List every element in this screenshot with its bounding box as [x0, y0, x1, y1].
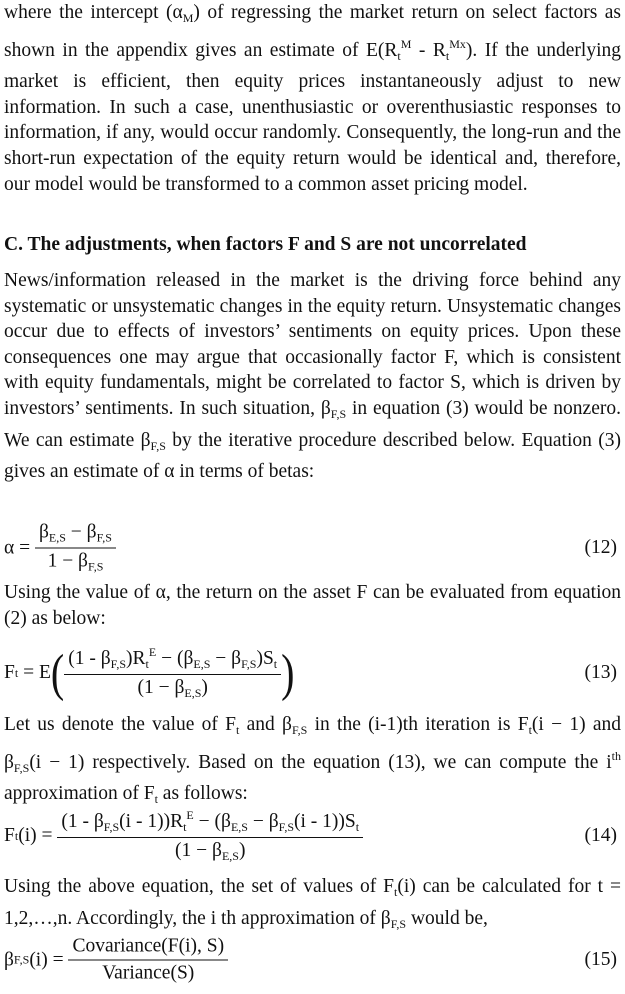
equation-number: (14)	[584, 825, 617, 846]
equation-number: (15)	[584, 949, 617, 970]
equation-15: β F,S (i) = $\frac{\text{Covariance(F(i), S)}}{\text{Variance(S)}}$ (15)	[4, 935, 617, 984]
text-span: respectively. Based on the equation (13), we can compute the	[84, 751, 607, 773]
equation-number: (12)	[584, 537, 617, 558]
paragraph-set-values: Using the above equation, the set of values of $F_t(i)$ can be calculated for t = 1,2,…,n. Accordingly, the i th approximation of $\beta_{F,S}$ would be,	[4, 876, 621, 931]
text-span: as follows:	[157, 783, 248, 805]
text-span: Using the above equation, the set of values of	[4, 876, 384, 897]
paragraph-using-alpha: Using the value of α, the return on the asset F can be evaluated from equation (2) as below:	[4, 582, 621, 629]
text-span: ). If the underlying market is efficient, then equity prices instantaneously adjust to new information. In such a case, unenthusiastic or overenthusiastic responses to information, if any, would occur randomly. Consequently, the long-run and the short-run expectation of the equity return would be identical and, therefore, our model would be transformed to a common asset pricing model.	[4, 39, 621, 195]
text-span: and	[585, 714, 621, 735]
equation-14: F t (i) = $\frac{(1 - \beta_{F,S}(i - 1))R_t^E - (\beta_{E,S} - \beta_{F,S}(i - 1))S_t}{(1 - \beta_{E,S})}$ (14)	[4, 808, 617, 863]
text-span: approximation of	[4, 783, 144, 805]
text-span: in the (i-1)th iteration is	[307, 714, 518, 735]
text-span: and	[239, 714, 283, 735]
text-span: Let us denote the value of	[4, 714, 226, 735]
equation-12: α = $\frac{\beta_{E,S} - \beta_{F,S}}{1 - \beta_{F,S}}$ (12)	[4, 521, 617, 574]
section-heading: C. The adjustments, when factors F and S are not uncorrelated	[4, 234, 527, 255]
text-span: ) of regressing the market return on select factors as shown in the appendix gives an estimate of E(	[4, 2, 622, 61]
paragraph-news: News/information released in the market is the driving force behind any systematic or unsystematic changes in the equity return. Unsystematic changes occur due to effects of investors’ sentiments on equity prices. Upon these consequences one may argue that occasionally factor F, which is consistent with equity fundamentals, might be correlated to factor S, which is driven by investors’ sentiments. In such situation, $\beta_{F,S}$ in equation (3) would be nonzero. We can estimate $\beta_{F,S}$ by the iterative procedure described below. Equation (3) gives an estimate of α in terms of betas:	[4, 270, 621, 483]
equation-13: F t = E ( $\frac{(1 - \beta_{F,S})R_t^E - (\beta_{E,S} - \beta_{F,S})S_t}{(1 - \beta_{E,S})}$ ) (13)	[4, 643, 617, 702]
text-span: by the iterative procedure described below. Equation (3) gives an estimate of α in terms of betas:	[4, 429, 621, 483]
equation-number: (13)	[584, 662, 617, 683]
text-span: would be,	[406, 907, 488, 929]
paragraph-intro: where the intercept $(\alpha_M)$ of regressing the market return on select factors as shown in the appendix gives an estimate of $E(R_t^M - R_t^{Mx})$. If the underlying market is efficient, then equity prices instantaneously adjust to new information. In such a case, unenthusiastic or overenthusiastic responses to information, if any, would occur randomly. Consequently, the long-run and the short-run expectation of the equity return would be identical and, therefore, our model would be transformed to a common asset pricing model.	[4, 2, 622, 195]
paragraph-iteration: Let us denote the value of $F_t$ and $\beta_{F,S}$ in the (i-1)th iteration is $F_t(i - 1)$ and $\beta_{F,S}(i - 1)$ respectively. Based on the equation (13), we can compute the $i^{th}$ approximation of $F_t$ as follows:	[4, 714, 621, 807]
text-span: can be calculated for t = 1,2,…,n. Accordingly, the i th approximation of	[4, 876, 621, 929]
text-span: where the intercept (	[4, 2, 173, 23]
text-span: News/information released in the market is the driving force behind any systematic or unsystematic changes in the equity return. Unsystematic changes occur due to effects of investors’ sentiments on equity prices. Upon these consequences one may argue that occasionally factor F, which is consistent with equity fundamentals, might be correlated to factor S, which is driven by investors’ sentiments. In such situation,	[4, 270, 621, 419]
text-span: in equation (3) would be nonzero. We can estimate	[4, 397, 621, 451]
